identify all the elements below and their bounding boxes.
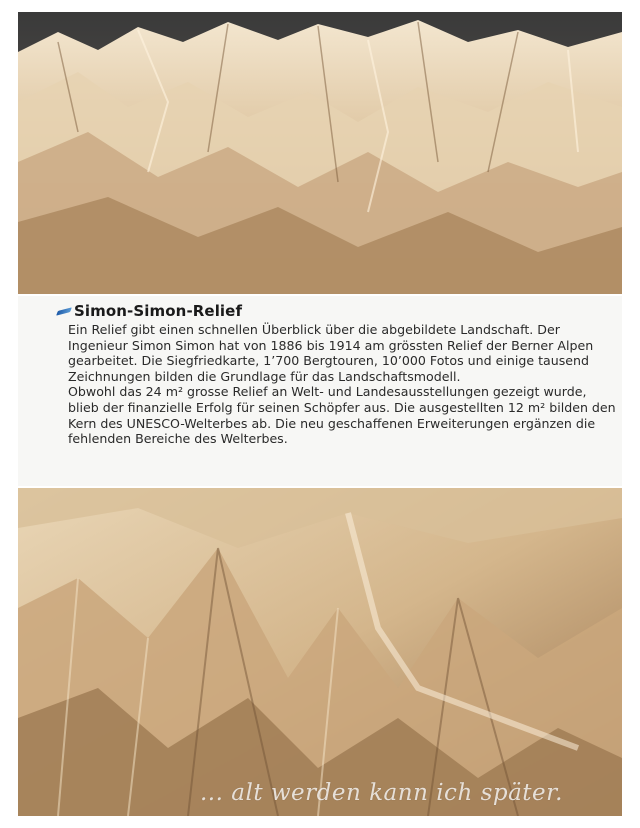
plaque-title-row — [58, 302, 242, 320]
plaque-body — [68, 322, 620, 447]
plaque-title: Simon-Simon-Relief — [74, 302, 243, 320]
plaque-paragraph-1: Ein Relief gibt einen schnellen Überblick über die abgebildete Landschaft. Der Ingenieur Simon Simon hat von 1886 bis 1914 am grössten Relief der Berner Alpen gearbeitet. Die Siegfriedkarte, 1’700 Bergtouren, 10’000 Fotos und einige tausend Zeichnungen bilden die Grundlage für das Landschaftsmodell. — [68, 322, 594, 384]
info-plaque — [18, 296, 622, 486]
bottom-relief-image — [18, 488, 622, 816]
bottom-relief-photo — [18, 488, 622, 816]
signature-text: ... alt werden kann ich später. — [200, 780, 563, 806]
plaque-paragraph-2: Obwohl das 24 m² grosse Relief an Welt- und Landesausstellungen gezeigt wurde, blieb der finanzielle Erfolg für seinen Schöpfer aus. Die ausgestellten 12 m² bilden den Kern des UNESCO-Welterbes ab. Die neu geschaffenen Erweiterungen ergänzen die fehlenden Bereiche des Welterbes. — [68, 384, 616, 447]
top-relief-image — [18, 12, 622, 294]
brush-stroke-icon — [56, 307, 72, 315]
top-relief-photo — [18, 12, 622, 294]
